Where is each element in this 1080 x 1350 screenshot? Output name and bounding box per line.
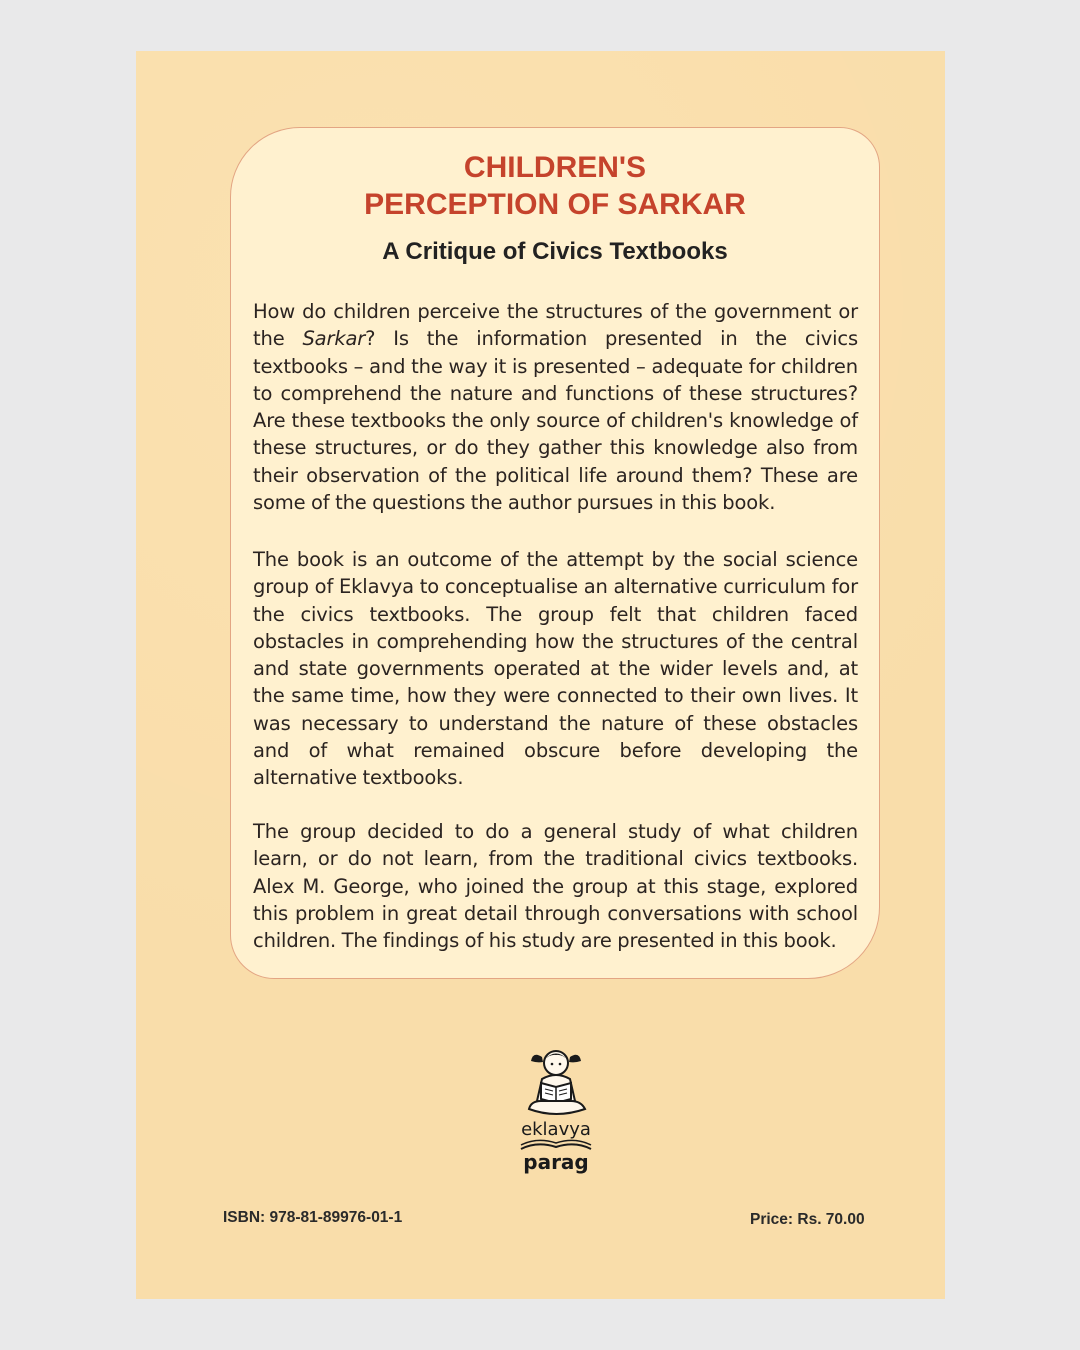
price-label: Price: Rs. 70.00 xyxy=(750,1211,865,1228)
isbn-number: ISBN: 978-81-89976-01-1 xyxy=(223,1209,403,1226)
back-cover xyxy=(136,51,945,1299)
book-subtitle: A Critique of Civics Textbooks xyxy=(382,238,728,265)
blurb-panel xyxy=(230,127,880,979)
blurb-paragraph-1 xyxy=(253,298,858,516)
imprint-name: parag xyxy=(523,1150,589,1174)
reading-child-icon xyxy=(515,1043,597,1175)
eklavya-parag-logo xyxy=(515,1043,597,1175)
paragraph-1-text-a: How do children perceive the structures of the government or the xyxy=(253,300,858,351)
title-line-2: PERCEPTION OF SARKAR xyxy=(364,188,746,221)
title-line-1: CHILDREN'S xyxy=(463,151,647,184)
blurb-paragraph-2: The book is an outcome of the attempt by the social science group of Eklavya to conceptualise an alternative curriculum for the civics textbooks. The group felt that children faced obstacles in comprehending how the structures of the central and state governments operated at the wider levels and, at the same time, how they were connected to their own lives. It was necessary to understand the nature of these obstacles and of what remained obscure before developing the alternative textbooks. xyxy=(253,548,858,790)
paragraph-1-text-b: ? Is the information presented in the civics textbooks – and the way it is presented – adequate for children to comprehend the nature and functions of these structures? Are these textbooks the only source of children's knowledge of these structures, or do they gather this knowledge also from their observation of the political life around them? These are some of the questions the author pursues in this book. xyxy=(253,327,858,515)
book-title xyxy=(231,149,879,223)
blurb-paragraph-3: The group decided to do a general study of what children learn, or do not learn, from the traditional civics textbooks. Alex M. George, who joined the group at this stage, explored this problem in great detail through conversations with school children. The findings of his study are presented in this book. xyxy=(253,820,858,953)
publisher-name: eklavya xyxy=(521,1119,591,1140)
paragraph-1-italic-term: Sarkar xyxy=(302,327,366,351)
